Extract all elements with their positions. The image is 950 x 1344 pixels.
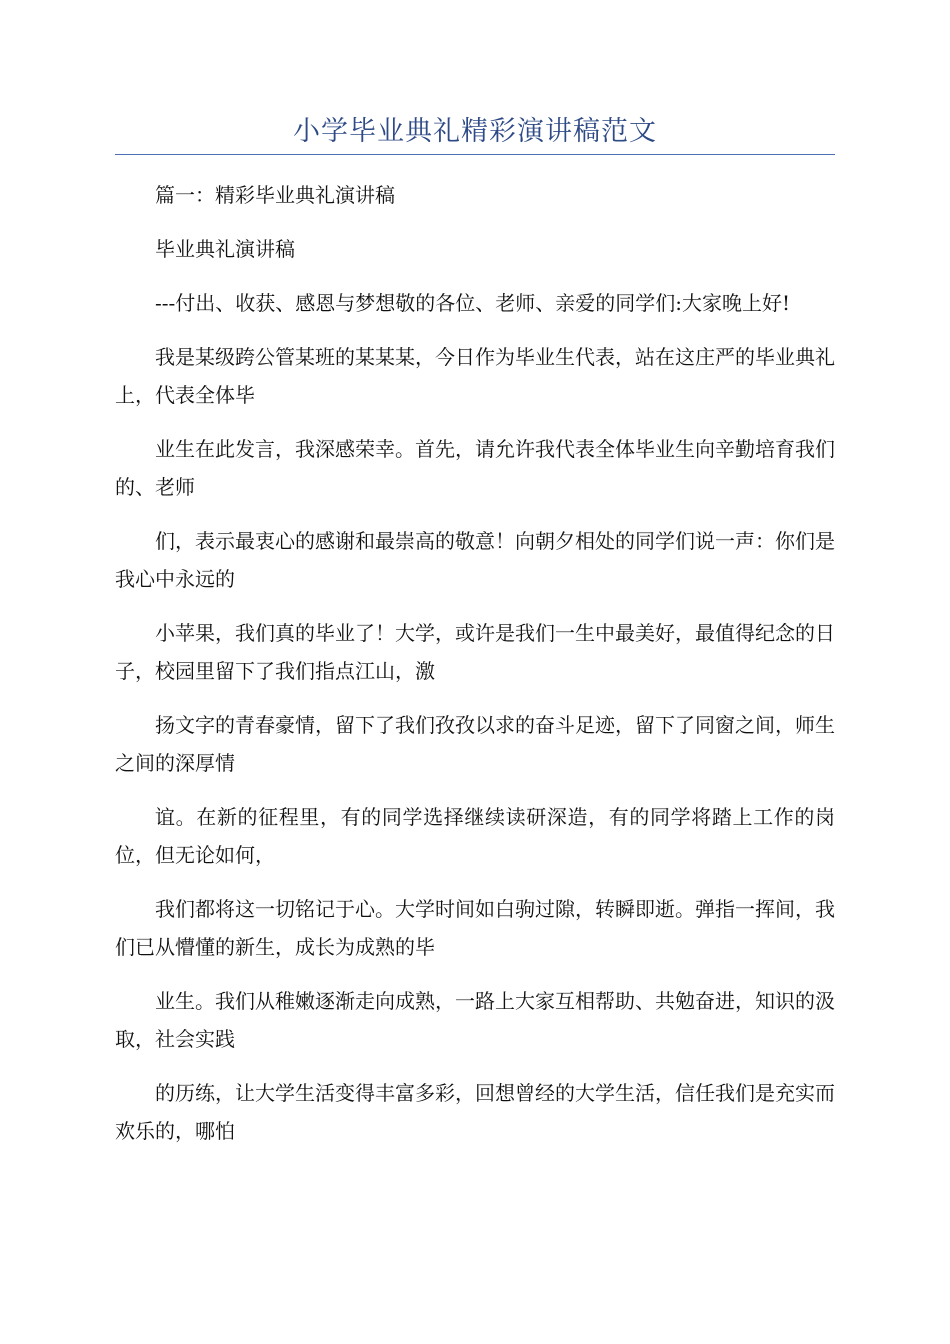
paragraph: 谊。在新的征程里，有的同学选择继续读研深造，有的同学将踏上工作的岗位，但无论如何， xyxy=(115,805,835,867)
paragraph: 的历练，让大学生活变得丰富多彩，回想曾经的大学生活，信任我们是充实而欢乐的，哪怕 xyxy=(115,1081,835,1143)
paragraph: ---付出、收获、感恩与梦想敬的各位、老师、亲爱的同学们:大家晚上好! xyxy=(155,291,791,315)
paragraph-speech-title: 毕业典礼演讲稿 xyxy=(155,237,295,261)
paragraph: 们，表示最衷心的感谢和最崇高的敬意！向朝夕相处的同学们说一声：你们是我心中永远的 xyxy=(115,529,835,591)
paragraph: 小苹果，我们真的毕业了！大学，或许是我们一生中最美好，最值得纪念的日子，校园里留下了我们指点江山，激 xyxy=(115,621,835,683)
paragraph-section-heading: 篇一：精彩毕业典礼演讲稿 xyxy=(155,183,395,207)
paragraph: 我是某级跨公管某班的某某某，今日作为毕业生代表，站在这庄严的毕业典礼上，代表全体毕 xyxy=(115,345,835,407)
paragraph: 我们都将这一切铭记于心。大学时间如白驹过隙，转瞬即逝。弹指一挥间，我们已从懵懂的新生，成长为成熟的毕 xyxy=(115,897,835,959)
document-title: 小学毕业典礼精彩演讲稿范文 xyxy=(293,116,657,147)
paragraph: 业生在此发言，我深感荣幸。首先，请允许我代表全体毕业生向辛勤培育我们的、老师 xyxy=(115,437,835,499)
paragraph: 业生。我们从稚嫩逐渐走向成熟，一路上大家互相帮助、共勉奋进，知识的汲取，社会实践 xyxy=(115,989,835,1051)
paragraph: 扬文字的青春豪情，留下了我们孜孜以求的奋斗足迹，留下了同窗之间，师生之间的深厚情 xyxy=(115,713,835,775)
title-underline xyxy=(115,154,835,155)
document-body xyxy=(115,176,835,1150)
